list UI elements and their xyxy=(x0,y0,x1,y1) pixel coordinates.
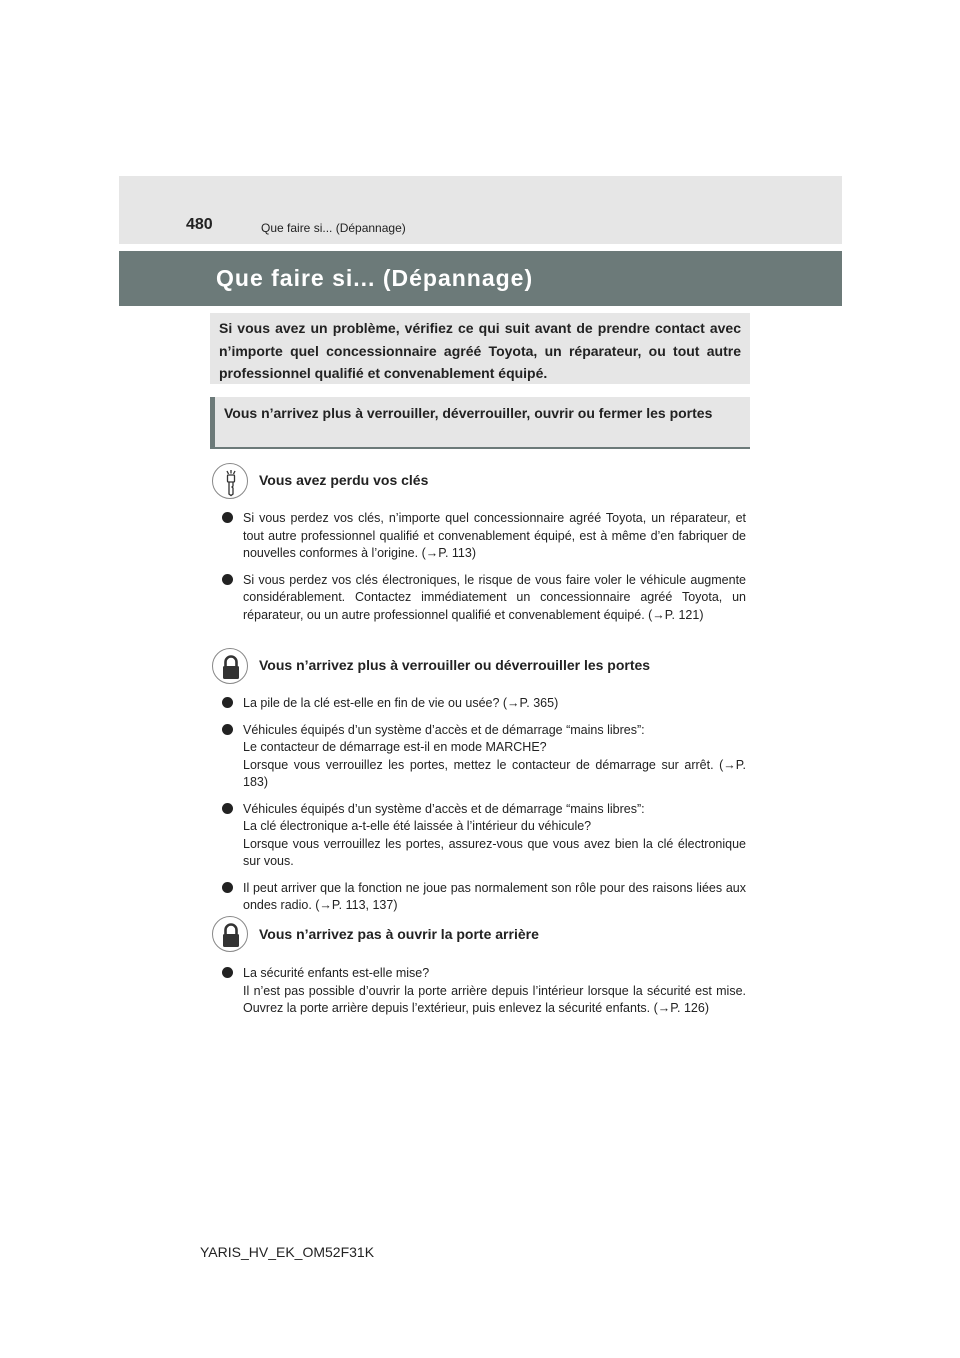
list-item: Si vous perdez vos clés électroniques, le risque de vous faire voler le véhicule augmente considérablement. Contactez immédiatement un concessionnaire agréé Toyota, un réparateur, ou un autre professionnel qualifié et convenablement équipé. (→P. 121) xyxy=(222,572,746,625)
header-band xyxy=(119,176,842,244)
bullet-list-cannot-lock xyxy=(222,695,746,924)
page-number: 480 xyxy=(186,216,213,233)
running-header: Que faire si... (Dépannage) xyxy=(261,221,406,235)
section-heading: Vous n’arrivez plus à verrouiller, déverrouiller, ouvrir ou fermer les portes xyxy=(224,405,713,421)
intro-box xyxy=(210,313,750,384)
list-item: Véhicules équipés d’un système d’accès et de démarrage “mains libres”: La clé électronique a-t-elle été laissée à l’intérieur du véhicule? Lorsque vous verrouillez les portes, assurez-vous que vous avez bien la clé électronique sur vous. xyxy=(222,801,746,871)
key-icon xyxy=(212,463,248,499)
list-item: Véhicules équipés d’un système d’accès et de démarrage “mains libres”: Le contacteur de démarrage est-il en mode MARCHE? Lorsque vous verrouillez les portes, mettez le contacteur de démarrage sur arrêt. (→P. 183) xyxy=(222,722,746,792)
intro-text: Si vous avez un problème, vérifiez ce qui suit avant de prendre contact avec n’importe quel concessionnaire agréé Toyota, un réparateur, ou tout autre professionnel qualifié et convenablement équipé. xyxy=(219,320,741,381)
padlock-icon xyxy=(212,916,248,952)
page-title: Que faire si... (Dépannage) xyxy=(216,265,534,291)
list-item: Si vous perdez vos clés, n’importe quel concessionnaire agréé Toyota, un réparateur, et tout autre professionnel qualifié et convenablement équipé, est à même d’en fabriquer de nouvelles conformes à l’origine. (→P. 113) xyxy=(222,510,746,563)
subsection-heading-rear-door: Vous n’arrivez pas à ouvrir la porte arrière xyxy=(259,926,539,942)
padlock-icon xyxy=(212,648,248,684)
list-item: La pile de la clé est-elle en fin de vie ou usée? (→P. 365) xyxy=(222,695,746,713)
bullet-list-lost-keys xyxy=(222,510,746,633)
list-item: La sécurité enfants est-elle mise? Il n’est pas possible d’ouvrir la porte arrière depuis l’intérieur lorsque la sécurité est mise. Ouvrez la porte arrière depuis l’extérieur, puis enlevez la sécurité enfants. (→P. 126) xyxy=(222,965,746,1018)
subsection-heading-lost-keys: Vous avez perdu vos clés xyxy=(259,472,429,488)
section-accent-bar xyxy=(210,397,215,447)
bullet-list-rear-door xyxy=(222,965,746,1027)
section-heading-box xyxy=(210,397,750,449)
footer-document-code: YARIS_HV_EK_OM52F31K xyxy=(200,1244,375,1260)
list-item: Il peut arriver que la fonction ne joue pas normalement son rôle pour des raisons liées aux ondes radio. (→P. 113, 137) xyxy=(222,880,746,915)
subsection-heading-cannot-lock: Vous n’arrivez plus à verrouiller ou déverrouiller les portes xyxy=(259,657,651,673)
